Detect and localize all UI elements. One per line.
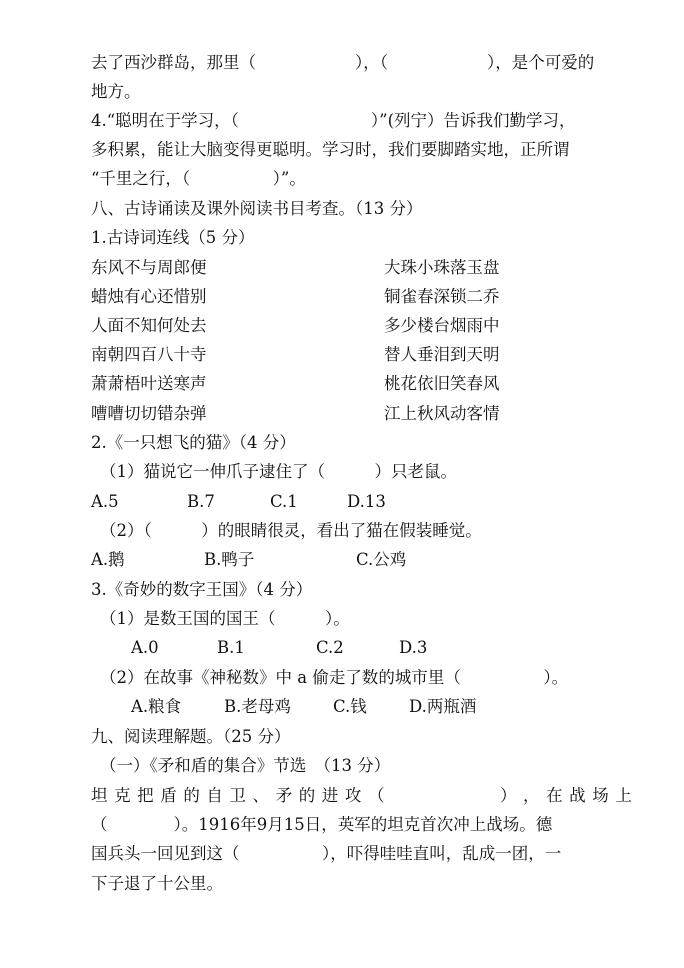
char: 卫 — [229, 786, 246, 805]
option-b: B.1 — [217, 638, 245, 657]
option-d: D.两瓶酒 — [409, 697, 477, 716]
option-b: B.7 — [187, 492, 215, 511]
option-a: A.粮食 — [131, 697, 182, 716]
option-c: C.公鸡 — [356, 550, 407, 569]
char: 矛 — [275, 786, 293, 805]
option-d: D.3 — [399, 638, 428, 657]
question-3-title: 3.《奇妙的数字王国》（4 分） — [91, 580, 313, 599]
option-a: A.5 — [91, 492, 119, 511]
option-b: B.鸭子 — [204, 550, 255, 569]
text-line-2: 地方。 — [91, 82, 141, 101]
poem-right-2: 铜雀春深锁二乔 — [384, 287, 500, 306]
option-c: C.2 — [316, 638, 344, 657]
reading-paragraph-line-3: 国兵头一回见到这（ ），吓得哇哇直叫，乱成一团，一 — [91, 844, 562, 863]
reading-part-1-title: （一）《矛和盾的集合》节选 （13 分） — [100, 756, 391, 775]
char: ， — [523, 786, 540, 805]
poem-right-4: 替人垂泪到天明 — [384, 345, 500, 364]
char: 场 — [592, 786, 609, 805]
option-c: C.1 — [270, 492, 298, 511]
question-2-sub-1: （1）猫说它一伸爪子逮住了（ ）只老鼠。 — [100, 462, 457, 481]
poem-right-3: 多少楼台烟雨中 — [384, 316, 500, 335]
question-1-title: 1.古诗词连线（5 分） — [91, 228, 255, 247]
char: 的 — [298, 786, 316, 805]
question-4-line-2: 多积累，能让大脑变得更聪明。学习时，我们要脚踏实地，正所谓 — [91, 140, 570, 159]
poem-left-1: 东风不与周郎便 — [91, 258, 207, 277]
poem-left-5: 萧萧梧叶送寒声 — [91, 374, 207, 393]
option-a: A.鹅 — [91, 550, 125, 569]
char: 在 — [546, 786, 563, 805]
question-4-line-1: 4.“聪明在于学习，（ ）”(列宁）告诉我们勤学习， — [91, 111, 576, 130]
question-3-sub-1: （1）是数王国的国王（ ）。 — [100, 609, 350, 628]
char: 克 — [114, 786, 131, 805]
poem-left-2: 蜡烛有心还惜别 — [91, 287, 207, 306]
poem-right-5: 桃花依旧笑春风 — [384, 374, 500, 393]
question-2-sub-2: （2）（ ）的眼睛很灵，看出了猫在假装睡觉。 — [100, 521, 482, 540]
section-9-title: 九、阅读理解题。（25 分） — [91, 727, 291, 746]
option-d: D.13 — [347, 492, 386, 511]
section-8-title: 八、古诗诵读及课外阅读书目考查。（13 分） — [91, 199, 423, 218]
question-2-title: 2.《一只想飞的猫》（4 分） — [91, 433, 296, 452]
char: 攻 — [344, 786, 362, 805]
char: 战 — [569, 786, 586, 805]
poem-left-3: 人面不知何处去 — [91, 316, 207, 335]
char: 自 — [206, 786, 223, 805]
char: 把 — [137, 786, 154, 805]
option-a: A.0 — [131, 638, 159, 657]
char: 坦 — [91, 786, 108, 805]
char: 上 — [615, 786, 632, 805]
answer-blank: （ ） — [367, 786, 517, 805]
text-line-1: 去了西沙群岛，那里（ ），（ ），是个可爱的 — [91, 53, 595, 72]
reading-paragraph-line-2: （ ）。1916年9月15日，英军的坦克首次冲上战场。德 — [91, 815, 553, 834]
poem-right-1: 大珠小珠落玉盘 — [384, 258, 500, 277]
poem-left-4: 南朝四百八十寺 — [91, 345, 207, 364]
option-c: C.钱 — [333, 697, 367, 716]
char: 的 — [183, 786, 200, 805]
option-b: B.老母鸡 — [224, 697, 291, 716]
char: 盾 — [160, 786, 177, 805]
poem-left-6: 嘈嘈切切错杂弹 — [91, 404, 207, 423]
reading-paragraph-line-1 — [91, 786, 632, 806]
char: 进 — [321, 786, 339, 805]
question-4-line-3: “千里之行，（ ）”。 — [91, 169, 306, 188]
char: 、 — [252, 786, 270, 805]
question-3-sub-2: （2）在故事《神秘数》中 a 偷走了数的城市里（ ）。 — [100, 668, 569, 687]
reading-paragraph-line-4: 下子退了十公里。 — [91, 874, 223, 893]
poem-right-6: 江上秋风动客情 — [384, 404, 500, 423]
